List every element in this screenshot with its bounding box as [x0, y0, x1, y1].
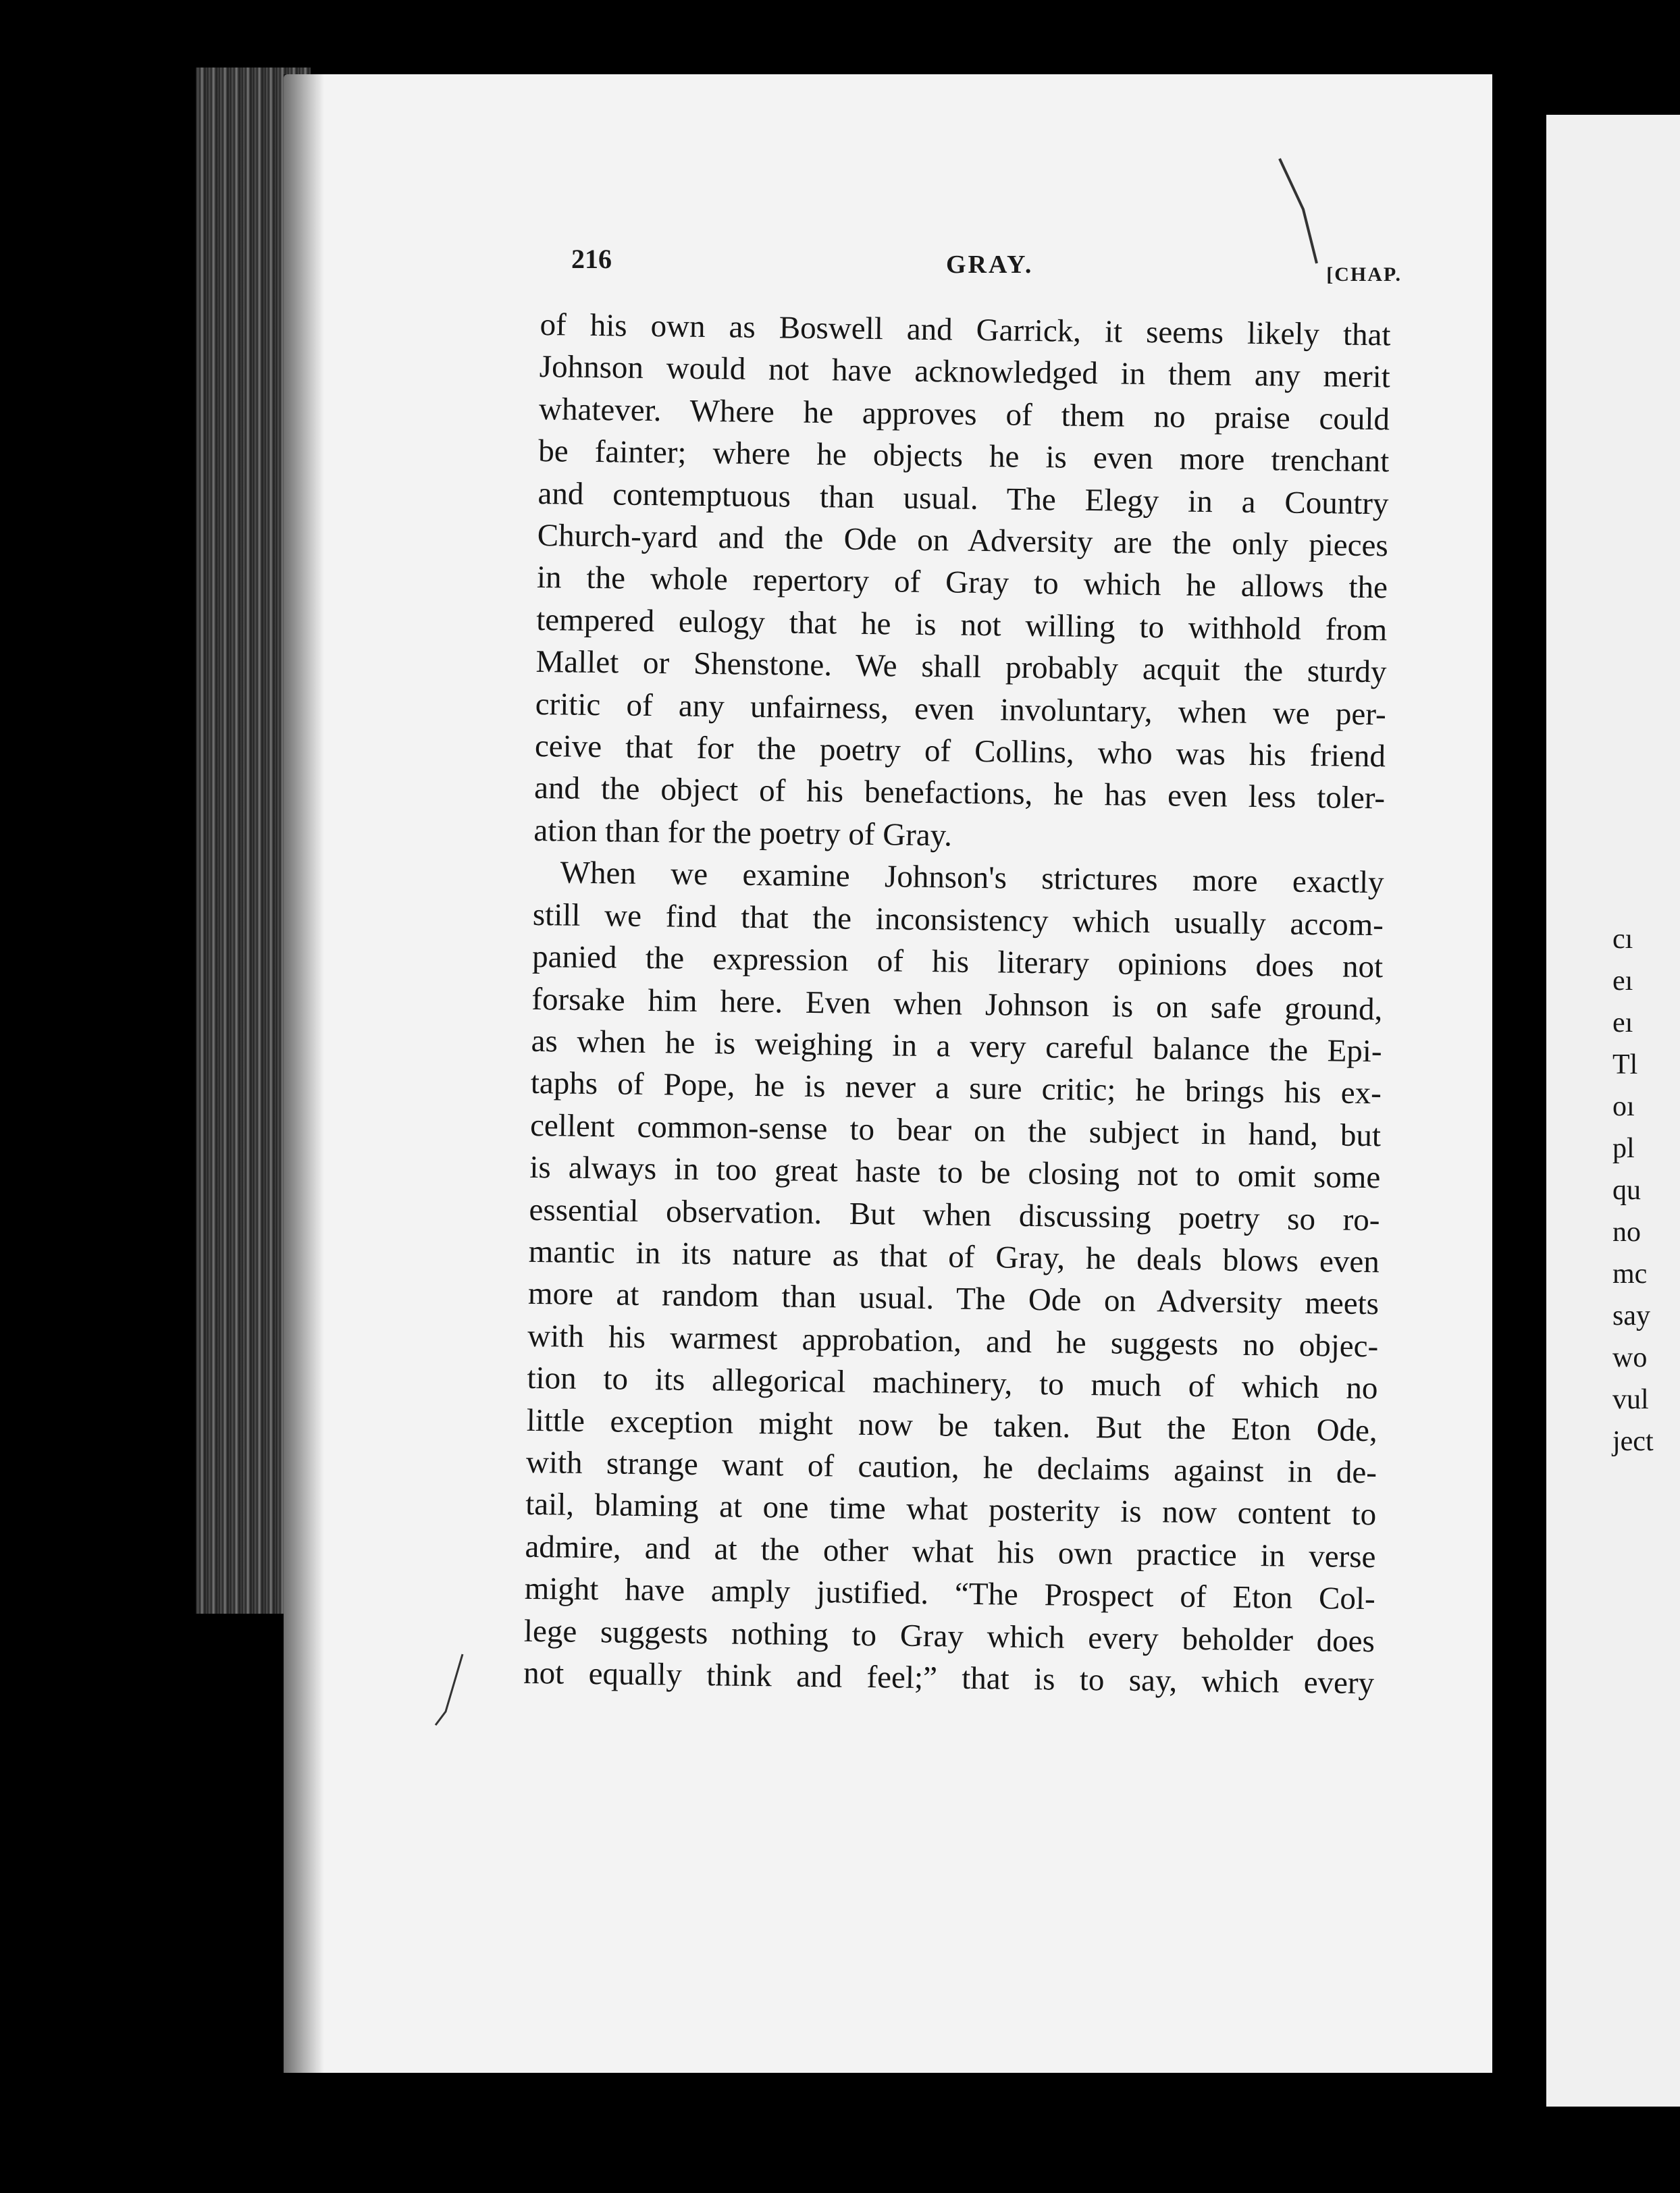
fragment: cı [1612, 924, 1633, 955]
text-line: little exception might now be taken. But the Eton Ode, [526, 1402, 1378, 1448]
fragment: mc [1612, 1259, 1648, 1290]
text-line: critic of any unfairness, even involuntary, when we per- [535, 686, 1386, 733]
text-line: tail, blaming at one time what posterity is now content to [525, 1487, 1377, 1533]
page-binding-shadow [284, 74, 324, 2073]
fragment: eı [1612, 966, 1633, 997]
book-gutter [1492, 74, 1553, 2107]
text-line: be fainter; where he objects he is even more trenchant [538, 433, 1390, 479]
text-line: Johnson would not have acknowledged in them any merit [539, 349, 1391, 395]
text-line: Mallet or Shenstone. We shall probably acquit the sturdy [535, 644, 1387, 690]
text-line: as when he is weighing in a very careful balance the Epi- [531, 1023, 1382, 1069]
text-line: in the whole repertory of Gray to which he allows the [536, 560, 1388, 606]
text-line: not equally think and feel;” that is to say, which every [523, 1655, 1375, 1701]
text-line: Church-yard and the Ode on Adversity are the only pieces [537, 518, 1389, 564]
fragment: say [1612, 1300, 1650, 1331]
text-line: tion to its allegorical machinery, to much of which no [527, 1360, 1378, 1406]
text-line: with his warmest approbation, and he suggests no objec- [527, 1318, 1379, 1365]
fragment: pl [1612, 1133, 1635, 1164]
page-number: 216 [571, 244, 612, 274]
text-line: essential observation. But when discussing poetry so ro- [529, 1192, 1380, 1238]
text-line: might have amply justified. “The Prospect of Eton Col- [524, 1571, 1375, 1617]
text-line: taphs of Pope, he is never a sure critic; he brings his ex- [530, 1065, 1382, 1111]
running-title: GRAY. [946, 250, 1034, 279]
text-line: mantic in its nature as that of Gray, he deals blows even [528, 1234, 1380, 1280]
text-line: panied the expression of his literary opinions does not [531, 939, 1384, 985]
fragment: qu [1612, 1175, 1641, 1206]
text-line: lege suggests nothing to Gray which every beholder does [523, 1613, 1375, 1659]
text-line: more at random than usual. The Ode on Adversity meets [527, 1276, 1380, 1322]
text-line: ation than for the poetry of Gray. [533, 812, 953, 853]
fragment: no [1612, 1217, 1641, 1248]
text-line: forsake him here. Even when Johnson is on safe ground, [531, 981, 1383, 1027]
text-line: ceive that for the poetry of Collins, who was his friend [534, 729, 1386, 774]
text-line: whatever. Where he approves of them no praise could [538, 391, 1390, 438]
text-line: tempered eulogy that he is not willing to withhold from [535, 602, 1388, 648]
fragment: vul [1612, 1384, 1649, 1415]
text-line: and contemptuous than usual. The Elegy in a Country [537, 475, 1389, 521]
body-text [523, 304, 1391, 1705]
margin-tick-mark [432, 1651, 473, 1732]
fragment: eı [1612, 1007, 1633, 1038]
text-line: admire, and at the other what his own practice in verse [525, 1529, 1376, 1575]
text-line: cellent common-sense to bear on the subject in hand, but [529, 1107, 1382, 1154]
text-line: of his own as Boswell and Garrick, it seems likely that [540, 307, 1391, 353]
text-line: with strange want of caution, he declaims against in de- [525, 1444, 1377, 1491]
text-line: is always in too great haste to be closing not to omit some [529, 1150, 1381, 1196]
fragment: oı [1612, 1091, 1635, 1122]
fragment: Tl [1612, 1049, 1638, 1080]
text-line: When we examine Johnson's strictures more exactly [560, 855, 1384, 901]
text-line: still we find that the inconsistency which usually accom- [532, 897, 1384, 943]
chapter-marker: [CHAP. [1326, 263, 1402, 286]
running-head [571, 243, 1409, 297]
text-line: and the object of his benefactions, he has even less toler- [533, 770, 1386, 816]
fragment: ject [1612, 1426, 1654, 1457]
fragment: wo [1612, 1342, 1648, 1373]
right-page-text-fragments [1612, 918, 1654, 1462]
